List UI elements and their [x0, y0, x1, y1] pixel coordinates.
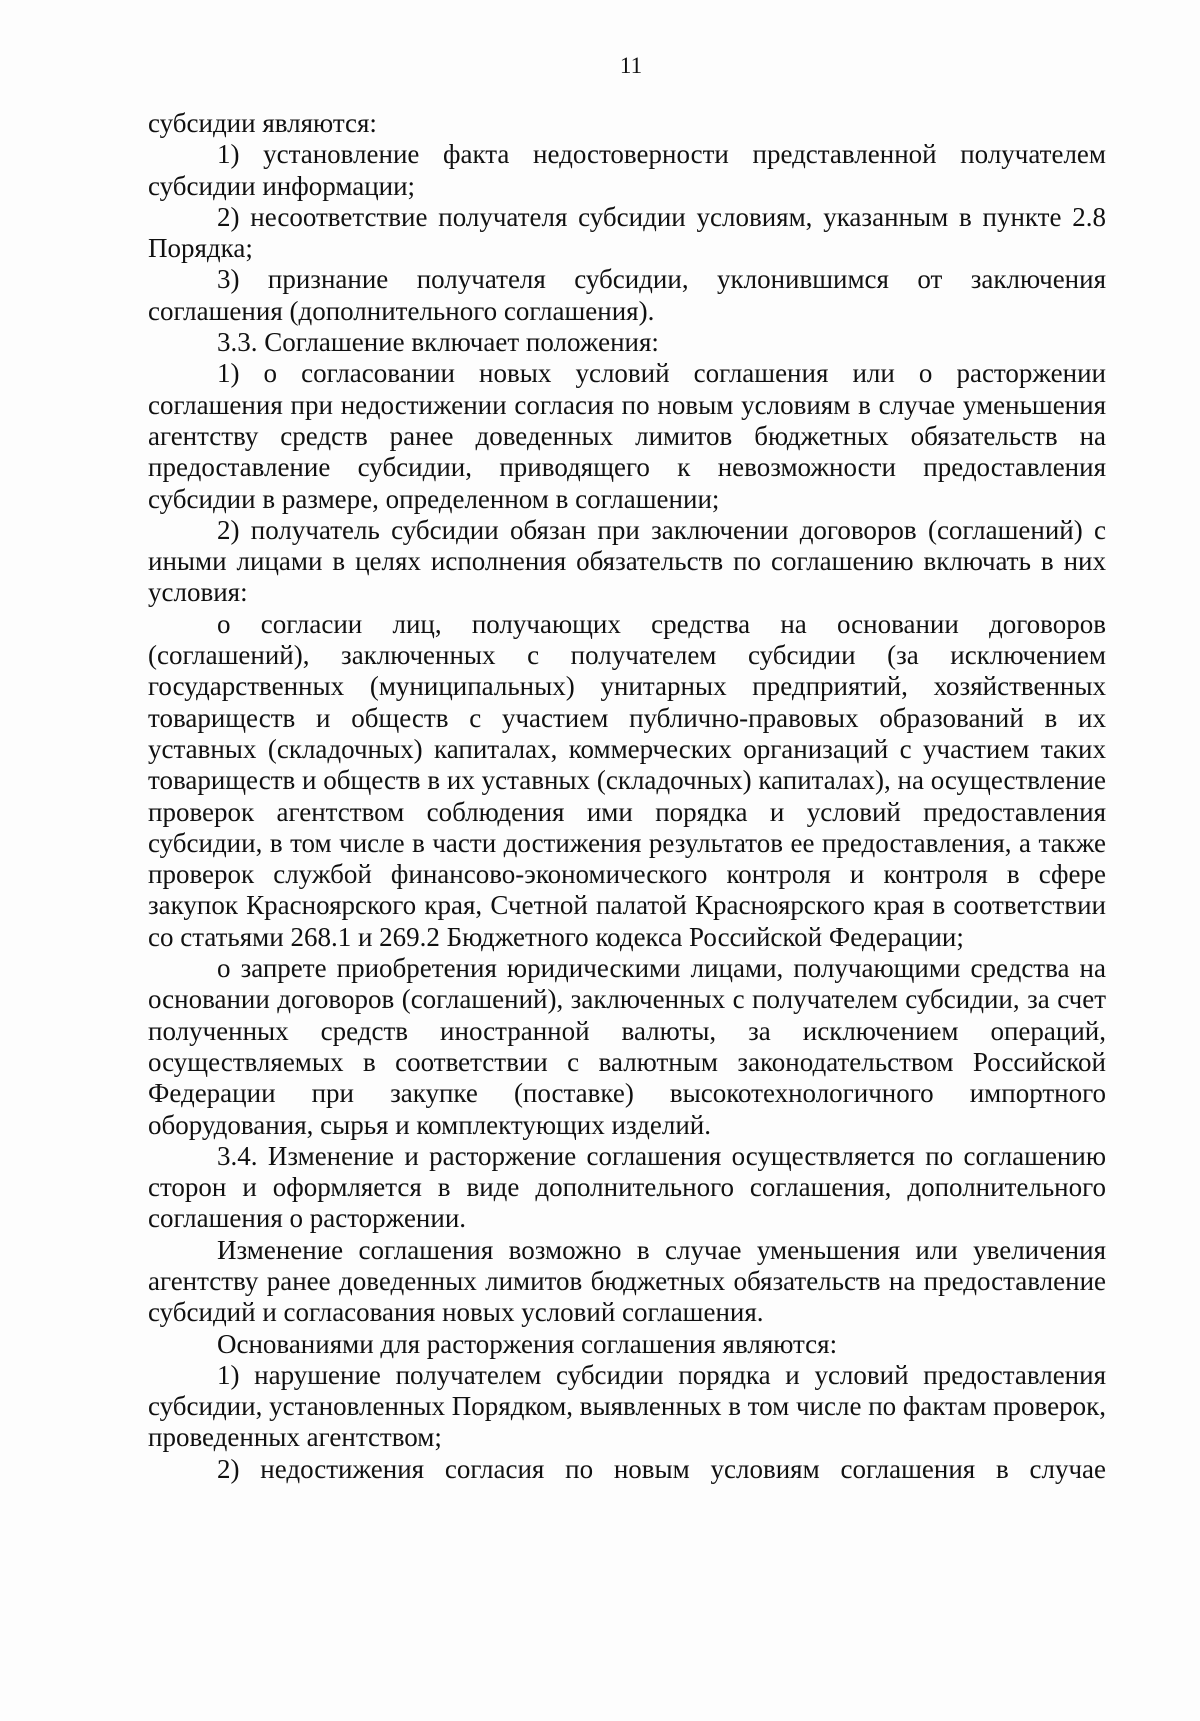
- paragraph: 3.3. Соглашение включает положения:: [217, 327, 659, 358]
- paragraph: Изменение соглашения возможно в случае уменьшения или увеличения агентству ранее доведенных лимитов бюджетных обязательств на предоставление субсидий и согласования новых условий соглашения.: [148, 1234, 1106, 1328]
- paragraph: о согласии лиц, получающих средства на основании договоров (соглашений), заключенных с получателем субсидии (за исключением государственных (муниципальных) унитарных предприятий, хозяйственных товариществ и обществ с участием публично-правовых образований в их уставных (складочных) капиталах, коммерческих организаций с участием таких товариществ и обществ в их уставных (складочных) капиталах), на осуществление проверок агентством соблюдения ими порядка и условий предоставления субсидии, в том числе в части достижения результатов ее предоставления, а также проверок службой финансово-экономического контроля и контроля в сфере закупок Красноярского края, Счетной палатой Красноярского края в соответствии со статьями 268.1 и 269.2 Бюджетного кодекса Российской Федерации;: [148, 608, 1106, 952]
- paragraph: 2) несоответствие получателя субсидии условиям, указанным в пункте 2.8 Порядка;: [148, 201, 1106, 264]
- paragraph: субсидии являются:: [148, 108, 377, 138]
- paragraph: 2) получатель субсидии обязан при заключении договоров (соглашений) с иными лицами в целях исполнения обязательств по соглашению включать в них условия:: [148, 514, 1106, 608]
- page-number: 11: [619, 53, 643, 78]
- paragraph: 2) недостижения согласия по новым условиям соглашения в случае: [217, 1453, 1106, 1484]
- paragraph: 1) установление факта недостоверности представленной получателем субсидии информации;: [148, 139, 1106, 201]
- paragraph: 1) нарушение получателем субсидии порядка и условий предоставления субсидии, установленных Порядком, выявленных в том числе по фактам проверок, проведенных агентством;: [148, 1359, 1106, 1453]
- paragraph: Основаниями для расторжения соглашения являются:: [217, 1328, 838, 1359]
- paragraph: 3.4. Изменение и расторжение соглашения осуществляется по соглашению сторон и оформляется в виде дополнительного соглашения, дополнительного соглашения о расторжении.: [148, 1140, 1106, 1234]
- document-body: [148, 108, 1106, 1485]
- paragraph: о запрете приобретения юридическими лицами, получающими средства на основании договоров (соглашений), заключенных с получателем субсидии, за счет полученных средств иностранной валюты, за исключением операций, осуществляемых в соответствии с валютным законодательством Российской Федерации при закупке (поставке) высокотехнологичного импортного оборудования, сырья и комплектующих изделий.: [148, 953, 1106, 1140]
- paragraph: 1) о согласовании новых условий соглашения или о расторжении соглашения при недостижении согласия по новым условиям в случае уменьшения агентству средств ранее доведенных лимитов бюджетных обязательств на предоставление субсидии, приводящего к невозможности предоставления субсидии в размере, определенном в соглашении;: [148, 358, 1106, 514]
- paragraph: 3) признание получателя субсидии, уклонившимся от заключения соглашения (дополнительного соглашения).: [148, 264, 1106, 326]
